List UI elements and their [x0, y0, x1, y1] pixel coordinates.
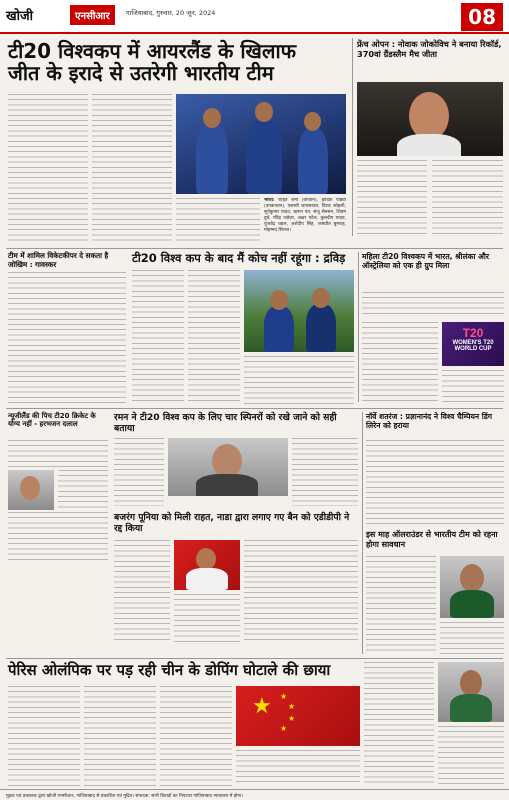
djokovic-photo	[357, 82, 503, 156]
right-column-divider-3	[362, 412, 363, 654]
paris-headline: पेरिस ओलंपिक पर पड़ रही चीन के डोपिंग घोटाले की छाया	[8, 661, 331, 679]
right-column-divider	[352, 38, 353, 236]
allrounder-headline: इस माह ऑलराउंडर से भारतीय टीम को रहना होगा सावधान	[366, 530, 498, 549]
main-story-body-col3	[176, 198, 260, 244]
djokovic-headline: फ्रेंच ओपन : नोवाक जोकोविच ने बनाया रिकॉर्ड, 370वां ग्रैंडस्लैम मैच जीता	[357, 39, 502, 59]
paris-side-photo	[438, 662, 504, 722]
section-rule-1	[6, 248, 503, 249]
logo-world-cup: WORLD CUP	[454, 346, 492, 352]
nz-pitch-body-mid	[58, 470, 108, 510]
main-headline	[8, 40, 348, 85]
spinners-headline: रमन ने टी20 विश्व कप के लिए चार स्पिनरों को रखे जाने को सही बताया	[114, 412, 337, 435]
spinners-photo	[168, 438, 288, 496]
dravid-headline: टी20 विश्व कप के बाद मैं कोच नहीं रहूंगा : द्रविड़	[132, 251, 346, 265]
gavaskar-headline: टीम में शामिल विकेटकीपर दे सकता है जोखिम : गावस्कर	[8, 251, 109, 269]
main-story-photo	[176, 94, 346, 194]
india-squad-text: रोहित शर्मा (कप्तान), हार्दिक पांड्या (उपकप्तान), यशस्वी जायसवाल, विराट कोहली, सूर्यकुमार यादव, ऋषभ पंत, संजू सैमसन, शिवम दुबे, रविंद्र जडेजा, अक्षर पटेल, कुलदीप यादव, युजवेंद्र चहल, अर्शदीप सिंह, जसप्रीत बुमराह, मोहम्मद सिराज।	[264, 198, 346, 233]
logo-t20: T20	[462, 326, 484, 340]
womens-wc-logo	[442, 322, 504, 366]
main-story-body-col2	[92, 94, 172, 244]
paris-body-col2	[84, 686, 156, 786]
dravid-body-col1	[132, 270, 184, 404]
paris-body-col6	[438, 726, 504, 786]
bajrang-body-col1	[114, 540, 170, 644]
dravid-body-col3	[244, 356, 354, 404]
djokovic-body-col2	[432, 160, 503, 236]
womens-wc-body-right	[442, 370, 504, 402]
djokovic-body-col1	[357, 160, 427, 236]
page-number: 08	[461, 3, 503, 31]
right-column-divider-2	[358, 252, 359, 402]
allrounder-body-2	[440, 622, 504, 654]
footer-imprint: मुद्रक एवं प्रकाशक द्वारा खोजी एनसीआर, गाजियाबाद से प्रकाशित एवं मुद्रित। संपादक: सभी विवादों का निपटारा गाजियाबाद न्यायालय में होगा।	[0, 789, 509, 800]
main-headline-line1: टी20 विश्वकप में आयरलैंड के खिलाफ	[8, 39, 297, 63]
paris-china-flag-photo: ★ ★ ★ ★ ★	[236, 686, 360, 746]
section-rule-3	[6, 658, 503, 659]
bajrang-body-col2	[174, 594, 240, 644]
allrounder-photo	[440, 556, 504, 618]
bajrang-photo	[174, 540, 240, 590]
paris-body-col1	[8, 686, 80, 786]
nz-pitch-body-bottom	[8, 512, 108, 560]
dateline: गाजियाबाद, गुरुवार, 20 जून, 2024	[126, 9, 216, 17]
allrounder-body	[366, 556, 436, 654]
womens-wc-headline: महिला टी20 विश्वकप में भारत, श्रीलंका और ऑस्ट्रेलिया को एक ही ग्रुप मिला	[362, 252, 489, 271]
nz-pitch-body-top	[8, 440, 108, 468]
india-squad	[264, 198, 346, 244]
womens-wc-body-left	[362, 322, 438, 402]
nz-pitch-headline: न्यूजीलैंड की पिच टी20 क्रिकेट के योग्य नहीं - हरभजन दलाल	[8, 412, 96, 429]
spinners-body-col1	[114, 438, 164, 506]
nz-pitch-photo	[8, 470, 54, 510]
paris-body-col5	[364, 662, 434, 786]
dravid-photo	[244, 270, 354, 352]
dravid-body-col2	[188, 270, 240, 404]
bajrang-body-col3	[244, 540, 358, 644]
spinners-body-col2	[292, 438, 358, 506]
gavaskar-body	[8, 272, 126, 404]
logo-womens: WOMEN'S T20	[452, 340, 494, 346]
masthead	[0, 0, 509, 34]
brand-name: खोजी	[6, 9, 34, 24]
paris-body-col3	[160, 686, 232, 786]
main-headline-line2: जीत के इरादे से उतरेगी भारतीय टीम	[8, 61, 274, 86]
womens-wc-body-top	[362, 292, 504, 318]
paris-body-col4	[236, 750, 360, 786]
section-rule-2	[6, 408, 503, 409]
chess-headline: नॉर्वे शतरंज : प्रज्ञानानंद ने विश्व चैम्पियन डिंग लिरेन को हराया	[366, 412, 493, 431]
chess-body	[366, 440, 504, 524]
india-squad-heading: भारत:	[264, 198, 275, 203]
brand-tag: एनसीआर	[70, 5, 115, 25]
main-story-body-col1	[8, 94, 88, 244]
bajrang-headline: बजरंग पूनिया को मिली राहत, नाडा द्वारा लगाए गए बैन को एडीडीपी ने रद्द किया	[114, 512, 350, 535]
